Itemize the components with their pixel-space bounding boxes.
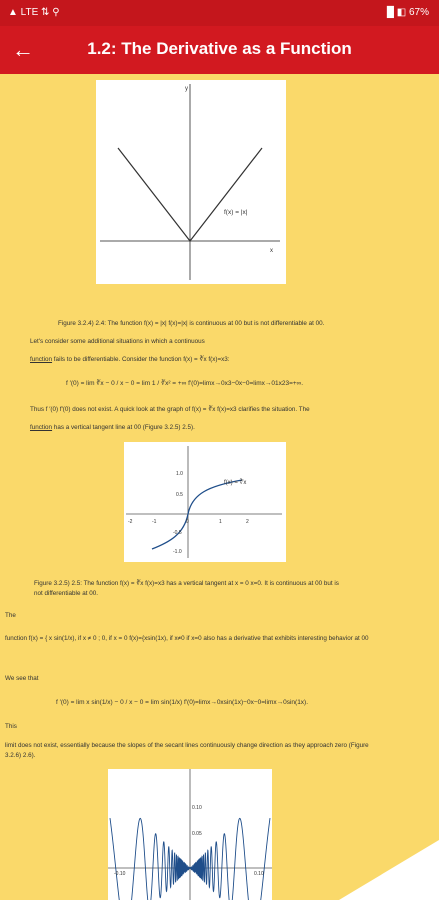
x-tick: 0.10 xyxy=(254,871,264,877)
y-tick: 0.10 xyxy=(192,805,202,811)
paragraph-7: We see that xyxy=(5,675,39,682)
status-left xyxy=(8,7,60,18)
paragraph-4: function has a vertical tangent line at 00 (Figure 3.2.5) 2.5). xyxy=(30,424,195,431)
y-tick: 0.5 xyxy=(176,492,183,498)
x-tick: 0 xyxy=(186,519,189,525)
x-tick: 2 xyxy=(246,519,249,525)
figure-1-caption: Figure 3.2.4) 2.4: The function f(x) = |x| f(x)=|x| is continuous at 00 but is not differentiable at 00. xyxy=(58,320,325,327)
paragraph-5: The xyxy=(5,612,16,619)
x-tick: -0.10 xyxy=(114,871,126,877)
abs-x-graph xyxy=(96,80,286,284)
glossary-link-function[interactable]: function xyxy=(30,356,53,363)
paragraph-6: function f(x) = { x sin(1/x), if x ≠ 0 ; 0, if x = 0 f(x)={xsin(1x), if x≠0 if x=0 also has a derivative that exhibits interesting behavior at 00 xyxy=(5,635,369,642)
paragraph-8: This xyxy=(5,723,17,730)
y-tick: -0.5 xyxy=(173,530,182,536)
paragraph-1: Let's consider some additional situations in which a continuous xyxy=(30,338,205,345)
cube-root-graph xyxy=(124,442,286,562)
figure-cube-root xyxy=(124,442,286,562)
equation-2: f ′(0) = lim x sin(1/x) − 0 / x − 0 = lim sin(1/x) f′(0)=limx→0xsin(1x)−0x−0=limx→0sin(1x). xyxy=(56,699,309,706)
page-curl-decoration xyxy=(339,840,439,900)
figure-2-caption-line-1: Figure 3.2.5) 2.5: The function f(x) = ∛x f(x)=x3 has a vertical tangent at x = 0 x=0. It is continuous at 00 but is xyxy=(34,580,339,587)
y-tick: 1.0 xyxy=(176,471,183,477)
paragraph-3: Thus f ′(0) f′(0) does not exist. A quick look at the graph of f(x) = ∛x f(x)=x3 clarifies the situation. The xyxy=(30,406,310,413)
figure-abs-x xyxy=(96,80,286,284)
page-title: 1.2: The Derivative as a Function xyxy=(87,39,352,58)
x-tick: 1 xyxy=(219,519,222,525)
signal-icon: ▲ LTE ⇅ ⚲ xyxy=(8,7,60,18)
function-label: f(x) = |x| xyxy=(224,209,248,216)
status-right xyxy=(387,7,429,18)
paragraph-10: 3.2.6) 2.6). xyxy=(5,752,36,759)
x-sin-graph xyxy=(108,769,272,900)
status-bar xyxy=(0,0,439,26)
paragraph-2: function fails to be differentiable. Consider the function f(x) = ∛x f(x)=x3: xyxy=(30,356,230,363)
x-axis-label: x xyxy=(270,248,273,254)
app-bar xyxy=(0,26,439,74)
x-tick: -2 xyxy=(128,519,133,525)
function-label: f(x) = ∛x xyxy=(224,480,247,486)
figure-x-sin xyxy=(108,769,272,900)
battery-icon: █ ◧ 67% xyxy=(386,7,429,18)
y-tick: -1.0 xyxy=(173,549,182,555)
article-content[interactable] xyxy=(0,74,439,900)
paragraph-9: limit does not exist, essentially because the slopes of the secant lines continuously change direction as they approach zero (Figure xyxy=(5,742,369,749)
x-tick: -1 xyxy=(152,519,157,525)
y-axis-label: y xyxy=(185,86,188,92)
y-tick: 0.05 xyxy=(192,831,202,837)
glossary-link-function-2[interactable]: function xyxy=(30,424,53,431)
equation-1: f ′(0) = lim ∛x − 0 / x − 0 = lim 1 / ∛x² = +∞ f′(0)=limx→0x3−0x−0=limx→01x23=+∞. xyxy=(66,380,304,387)
figure-2-caption-line-2: not differentiable at 00. xyxy=(34,590,98,597)
back-arrow-icon[interactable]: ← xyxy=(12,37,34,62)
